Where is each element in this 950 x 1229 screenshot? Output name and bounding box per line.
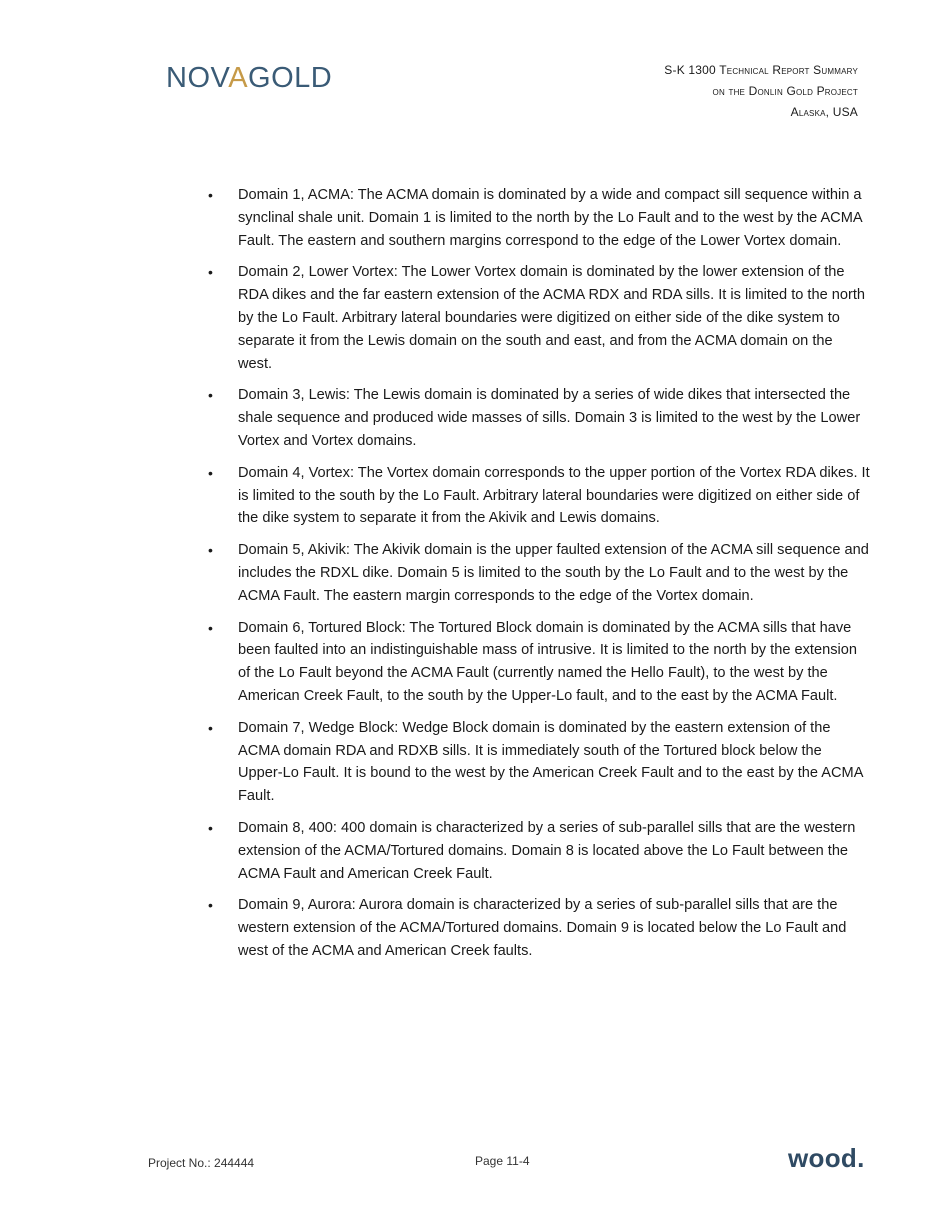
bullet-icon: •	[208, 387, 213, 404]
list-item	[208, 817, 870, 885]
list-item	[208, 617, 870, 708]
bullet-icon: •	[208, 897, 213, 914]
project-number: Project No.: 244444	[148, 1156, 255, 1170]
bullet-text: Domain 8, 400: 400 domain is characterized by a series of sub-parallel sills that are the western extension of the ACMA/Tortured domains. Domain 8 is located above the Lo Fault between the ACMA Fault and American Creek Fault.	[238, 819, 856, 882]
logo-text-accent: A	[228, 62, 249, 94]
bullet-text: Domain 1, ACMA: The ACMA domain is dominated by a wide and compact sill sequence within a synclinal shale unit. Domain 1 is limited to the north by the Lo Fault and to the west by the ACMA Fault. The eastern and southern margins correspond to the edge of the Lower Vortex domain.	[238, 187, 862, 249]
bullet-text: Domain 5, Akivik: The Akivik domain is the upper faulted extension of the ACMA sill sequence and includes the RDXL dike. Domain 5 is limited to the south by the Lo Fault and to the west by the ACMA Fault. The eastern margin corresponds to the edge of the Vortex domain.	[238, 542, 869, 604]
bullet-text: Domain 2, Lower Vortex: The Lower Vortex domain is dominated by the lower extension of the RDA dikes and the far eastern extension of the ACMA RDX and RDA sills. It is limited to the north by the Lo Fault. Arbitrary lateral boundaries were digitized on either side of the dike system to separate it from the Lewis domain on the south and east, and from the ACMA domain on the west.	[238, 264, 866, 372]
bullet-text: Domain 6, Tortured Block: The Tortured Block domain is dominated by the ACMA sills that have been faulted into an indistinguishable mass of intrusive. It is limited to the north by the extension of the Lo Fault beyond the ACMA Fault (currently named the Hello Fault), to the west by the American Creek Fault, to the south by the Upper-Lo fault, and to the east by the ACMA Fault.	[238, 619, 857, 704]
bullet-text: Domain 7, Wedge Block: Wedge Block domain is dominated by the eastern extension of the ACMA domain RDA and RDXB sills. It is immediately south of the Tortured block below the Upper-Lo Fault. It is bound to the west by the American Creek Fault and to the east by the ACMA Fault.	[238, 719, 863, 805]
bullet-text: Domain 9, Aurora: Aurora domain is characterized by a series of sub-parallel sills that are the western extension of the ACMA/Tortured domains. Domain 9 is located below the Lo Fault and west of the ACMA and American Creek faults.	[238, 897, 847, 959]
list-item	[208, 539, 870, 607]
logo-text-a: NOV	[166, 62, 229, 94]
domain-bullet-list	[208, 184, 870, 972]
bullet-icon: •	[208, 464, 213, 481]
bullet-text: Domain 4, Vortex: The Vortex domain corresponds to the upper portion of the Vortex RDA dikes. It is limited to the south by the Lo Fault. Arbitrary lateral boundaries were digitized on either side of the dike system to separate it from the Akivik and Lewis domains.	[238, 464, 870, 527]
list-item	[208, 894, 870, 962]
list-item	[208, 462, 870, 530]
bullet-icon: •	[208, 819, 213, 836]
report-title-line2: on the Donlin Gold Project	[712, 84, 858, 98]
list-item	[208, 184, 870, 252]
bullet-icon: •	[208, 619, 213, 636]
novagold-logo	[166, 64, 332, 93]
bullet-text: Domain 3, Lewis: The Lewis domain is dominated by a series of wide dikes that intersected the shale sequence and produced wide masses of sills. Domain 3 is limited to the west by the Lower Vortex and Vortex domains.	[238, 387, 861, 449]
bullet-icon: •	[208, 264, 213, 281]
report-title-block	[664, 60, 858, 123]
bullet-icon: •	[208, 542, 213, 559]
wood-logo: wood.	[788, 1143, 865, 1173]
bullet-icon: •	[208, 719, 213, 736]
list-item	[208, 261, 870, 375]
bullet-icon: •	[208, 187, 213, 203]
list-item	[208, 717, 870, 808]
report-title-line3: Alaska, USA	[790, 105, 858, 119]
report-title-line1: S-K 1300 Technical Report Summary	[664, 63, 858, 77]
list-item	[208, 384, 870, 452]
logo-text-b: GOLD	[248, 62, 333, 94]
page-number: Page 11-4	[475, 1154, 530, 1168]
